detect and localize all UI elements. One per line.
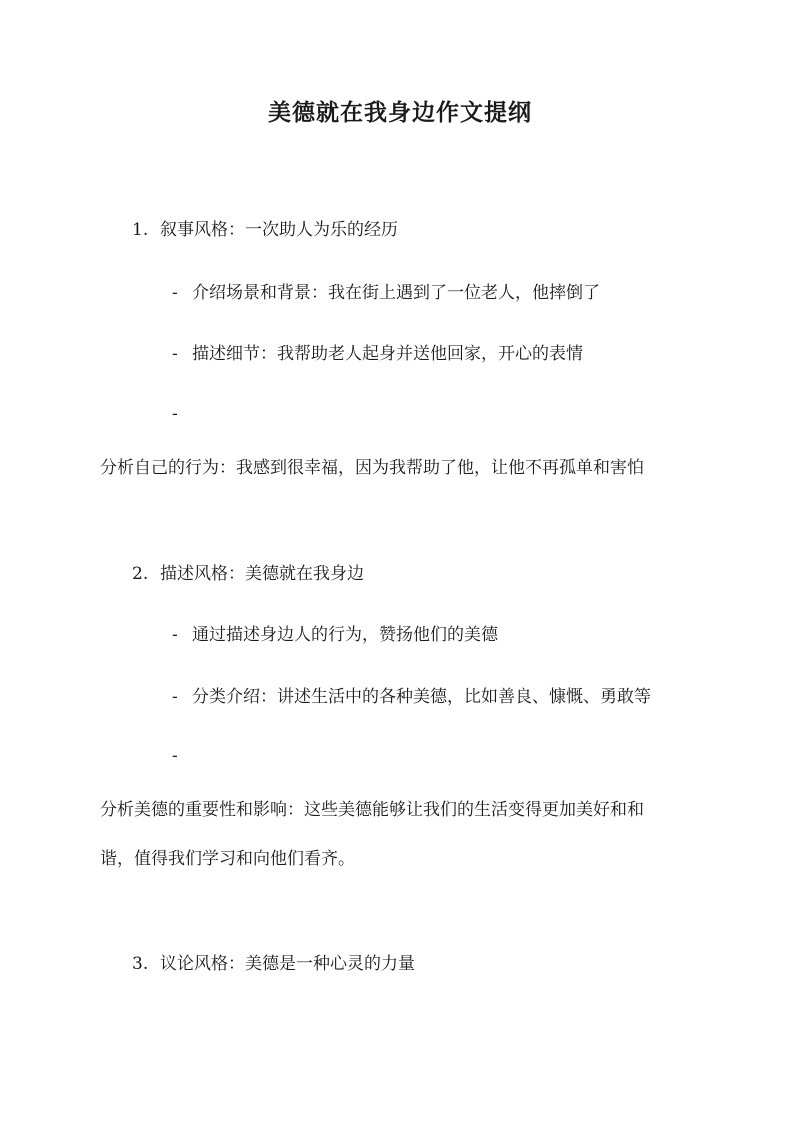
section-2-number: 2. bbox=[132, 564, 149, 584]
section-3-heading-text: 议论风格：美德是一种心灵的力量 bbox=[160, 954, 415, 974]
section-3-number: 3. bbox=[132, 954, 149, 974]
bullet-dash: - bbox=[172, 625, 178, 645]
section-1-bullet-2-text: 描述细节：我帮助老人起身并送他回家，开心的表情 bbox=[192, 344, 583, 364]
section-1-heading-text: 叙事风格：一次助人为乐的经历 bbox=[160, 220, 398, 240]
document-title: 美德就在我身边作文提纲 bbox=[268, 99, 532, 126]
section-2-dash-only bbox=[172, 743, 178, 769]
section-2-bullet-2-text: 分类介绍：讲述生活中的各种美德，比如善良、慷慨、勇敢等 bbox=[192, 687, 651, 707]
section-1-heading bbox=[132, 217, 398, 243]
section-2-bullet-2 bbox=[172, 684, 651, 710]
section-3-heading bbox=[132, 951, 415, 977]
section-1-bullet-2 bbox=[172, 341, 583, 367]
section-2-heading-text: 描述风格：美德就在我身边 bbox=[160, 564, 364, 584]
section-2-analysis-line-1: 分析美德的重要性和影响：这些美德能够让我们的生活变得更加美好和和 bbox=[100, 800, 644, 820]
section-1-bullet-1-text: 介绍场景和背景：我在街上遇到了一位老人，他摔倒了 bbox=[192, 283, 600, 303]
section-1-bullet-1 bbox=[172, 280, 600, 306]
section-2-bullet-1-text: 通过描述身边人的行为，赞扬他们的美德 bbox=[192, 625, 498, 645]
bullet-dash: - bbox=[172, 404, 178, 424]
section-1-number: 1. bbox=[132, 220, 149, 240]
section-2-analysis-line-2: 谐，值得我们学习和向他们看齐。 bbox=[100, 849, 355, 869]
section-1-dash-only bbox=[172, 401, 178, 427]
bullet-dash: - bbox=[172, 344, 178, 364]
section-1-analysis: 分析自己的行为：我感到很幸福，因为我帮助了他，让他不再孤单和害怕 bbox=[100, 458, 644, 478]
section-2-heading bbox=[132, 561, 364, 587]
bullet-dash: - bbox=[172, 746, 178, 766]
bullet-dash: - bbox=[172, 687, 178, 707]
bullet-dash: - bbox=[172, 283, 178, 303]
section-2-bullet-1 bbox=[172, 622, 498, 648]
